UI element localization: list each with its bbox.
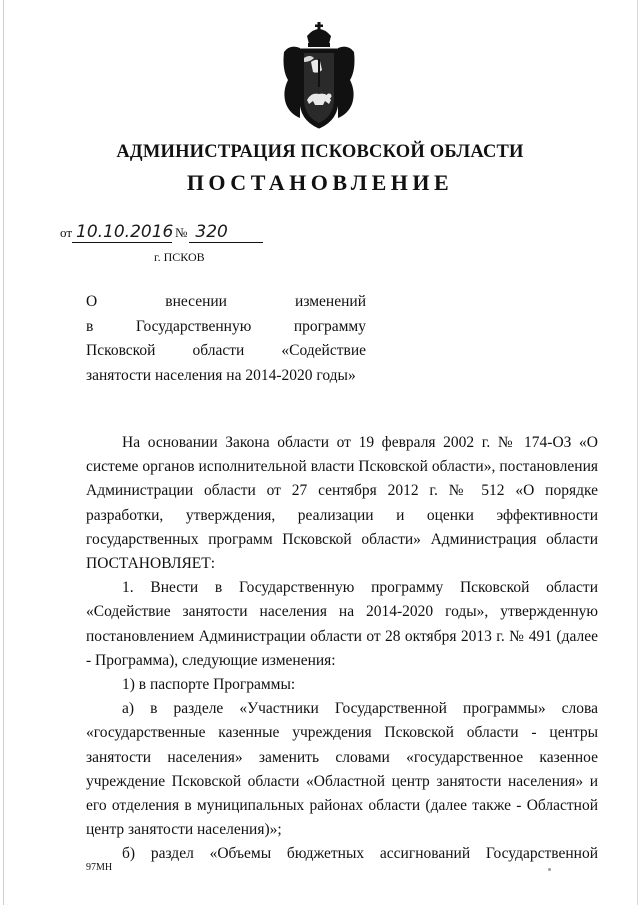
subject-line: в Государственную программу — [86, 317, 366, 335]
document-type-title: ПОСТАНОВЛЕНИЕ — [186, 170, 454, 195]
body-paragraph: На основании Закона области от 19 февраля 2002 г. № 174-ОЗ «О системе органов исполнительной власти Псковской области», постановления Администрации области от 27 сентября 2012 г. № 512 «О порядке разработки, утверждения, реализации и оценки эффективности государственных программ Псковской области» Администрация области ПОСТАНОВЛЯЕТ: — [86, 434, 598, 573]
body-paragraph: 1. Внести в Государственную программу Псковской области «Содействие занятости населения на 2014-2020 годы», утвержденную постановлением Администрации области от 28 октября 2013 г. № 491 (далее - Программа), следующие изменения: — [86, 579, 598, 669]
body-paragraph: а) в разделе «Участники Государственной программы» слова «государственные казенные учреждения Псковской области - центры занятости населения» заменить словами «государственное казенное учреждение Псковской области «Областной центр занятости населения» и его отделения в муниципальных районах области (далее также - Областной центр занятости населения)»; — [86, 700, 598, 839]
document-subject — [86, 290, 366, 388]
subject-line: О внесении изменений — [86, 293, 366, 310]
footer-code: 97МН — [86, 862, 113, 873]
number-label: № — [175, 225, 188, 240]
document-number: 320 — [189, 222, 263, 243]
body-paragraph: б) раздел «Объемы бюджетных ассигнований Государственной — [122, 845, 598, 863]
subject-line: Псковской области «Содействие — [86, 342, 366, 359]
scan-edge-right — [637, 0, 638, 905]
scan-mark — [548, 868, 551, 871]
pskov-oblast-coat-of-arms-icon — [280, 22, 358, 130]
document-body — [86, 431, 598, 867]
registration-line — [60, 222, 263, 243]
document-date: 10.10.2016 — [72, 222, 172, 243]
organization-title: АДМИНИСТРАЦИЯ ПСКОВСКОЙ ОБЛАСТИ — [116, 142, 524, 162]
from-label: от — [60, 225, 73, 240]
subject-line: занятости населения на 2014-2020 годы» — [86, 366, 356, 384]
scan-edge-left — [3, 0, 4, 905]
body-paragraph: 1) в паспорте Программы: — [122, 676, 296, 694]
city-label: г. ПСКОВ — [154, 250, 205, 264]
